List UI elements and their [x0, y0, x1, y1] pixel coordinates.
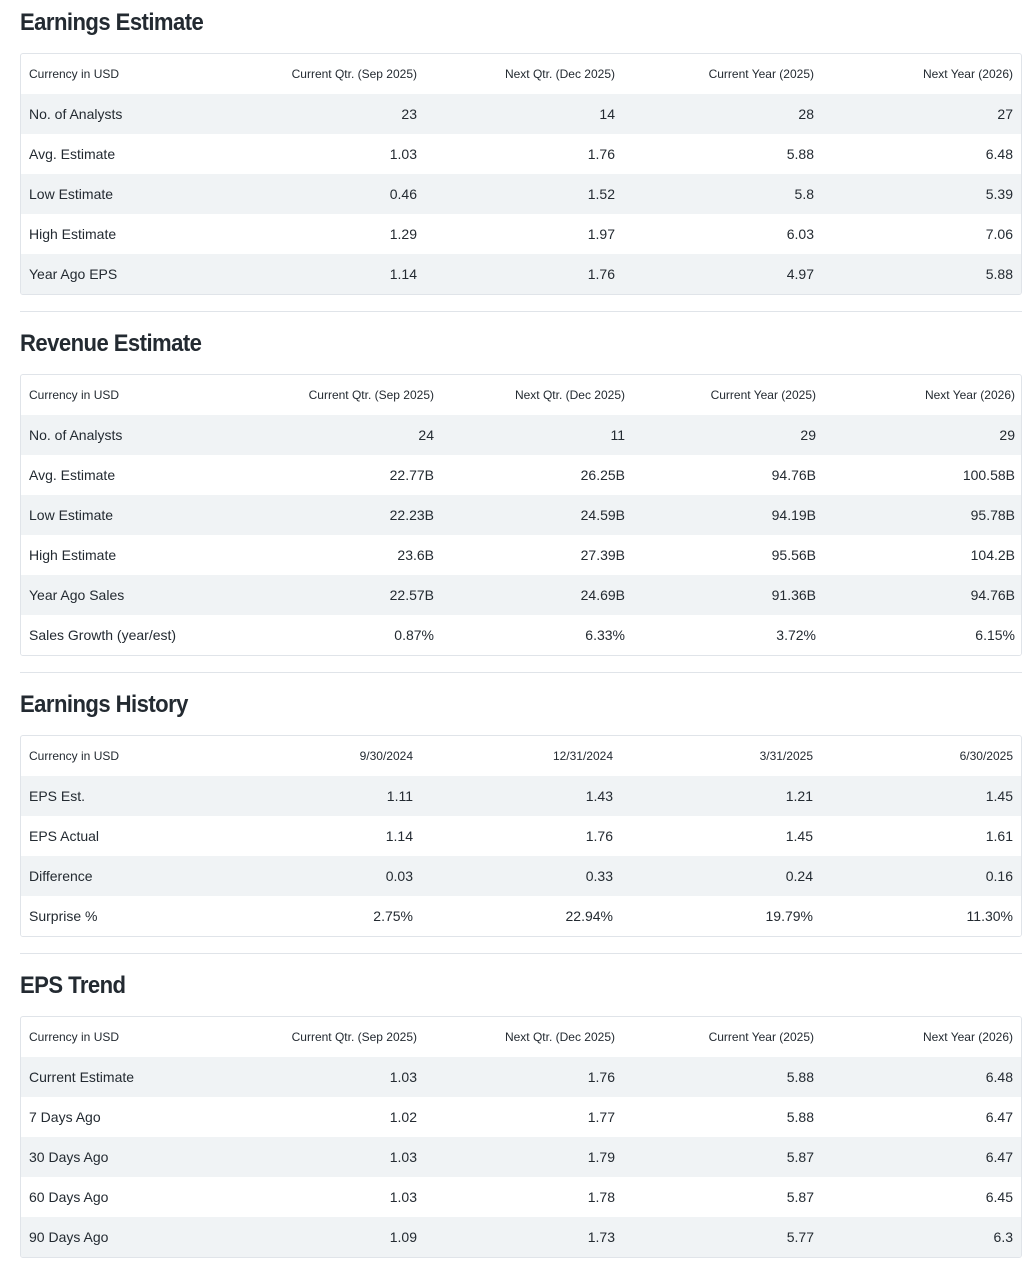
table-cell: 11 [610, 427, 625, 443]
table-cell: 1.29 [389, 226, 417, 242]
table-cell: 1.45 [785, 828, 813, 844]
table-row [21, 776, 1021, 816]
row-label: 90 Days Ago [29, 1229, 109, 1245]
table-row [21, 254, 1021, 294]
table-cell: 100.58B [962, 467, 1015, 483]
table-cell: 0.03 [385, 868, 413, 884]
table-cell: 0.33 [585, 868, 613, 884]
table-header-row [21, 1017, 1021, 1057]
table-cell: 6.3 [993, 1229, 1013, 1245]
row-label: Low Estimate [29, 507, 114, 523]
table-cell: 2.75% [373, 908, 413, 924]
table-cell: 6.48 [985, 146, 1013, 162]
table-cell: 6.45 [985, 1189, 1013, 1205]
table-cell: 22.23B [389, 507, 434, 523]
table-cell: 94.19B [771, 507, 816, 523]
table-cell: 4.97 [786, 266, 814, 282]
column-header: Current Qtr. (Sep 2025) [291, 67, 417, 81]
row-label: 7 Days Ago [29, 1109, 101, 1125]
table-cell: 7.06 [985, 226, 1013, 242]
table-cell: 1.45 [985, 788, 1013, 804]
table-cell: 6.03 [786, 226, 814, 242]
column-header: 12/31/2024 [552, 749, 613, 763]
table-cell: 0.87% [394, 627, 434, 643]
column-header: Current Qtr. (Sep 2025) [308, 388, 434, 402]
table-cell: 1.09 [389, 1229, 417, 1245]
table-cell: 1.76 [585, 828, 613, 844]
table-cell: 1.21 [785, 788, 813, 804]
row-label: 30 Days Ago [29, 1149, 109, 1165]
section-title: Revenue Estimate [20, 330, 202, 357]
table-cell: 0.24 [785, 868, 813, 884]
table-row [21, 615, 1022, 655]
table-cell: 6.48 [985, 1069, 1013, 1085]
row-label: No. of Analysts [29, 427, 123, 443]
column-header: Current Year (2025) [708, 1030, 814, 1044]
row-label: Sales Growth (year/est) [29, 627, 177, 643]
section-divider [20, 672, 1022, 673]
column-header: Current Year (2025) [708, 67, 814, 81]
table-cell: 5.39 [985, 186, 1013, 202]
table-row [21, 535, 1022, 575]
column-header: Current Year (2025) [710, 388, 816, 402]
table-cell: 1.43 [585, 788, 613, 804]
table-cell: 1.78 [587, 1189, 615, 1205]
eps-trend-table [20, 1016, 1022, 1258]
table-cell: 0.16 [985, 868, 1013, 884]
table-cell: 1.97 [587, 226, 615, 242]
table-cell: 6.47 [985, 1149, 1013, 1165]
row-label: Difference [29, 868, 93, 884]
table-header-row [21, 375, 1022, 415]
row-label: 60 Days Ago [29, 1189, 109, 1205]
table-cell: 5.88 [786, 1109, 814, 1125]
section-title: Earnings Estimate [20, 9, 204, 36]
earnings-estimate-table [20, 53, 1022, 295]
column-header: Currency in USD [29, 1030, 120, 1044]
table-cell: 22.94% [565, 908, 613, 924]
table-cell: 19.79% [765, 908, 813, 924]
table-cell: 0.46 [389, 186, 417, 202]
table-cell: 5.88 [786, 146, 814, 162]
column-header: Next Qtr. (Dec 2025) [504, 67, 615, 81]
table-row [21, 896, 1021, 936]
table-cell: 11.30% [966, 908, 1013, 924]
table-cell: 1.76 [587, 146, 615, 162]
column-header: Next Year (2026) [924, 388, 1015, 402]
column-header: Next Qtr. (Dec 2025) [514, 388, 625, 402]
table-cell: 1.02 [389, 1109, 417, 1125]
table-cell: 1.79 [587, 1149, 615, 1165]
table-cell: 1.03 [389, 1069, 417, 1085]
column-header: 6/30/2025 [959, 749, 1013, 763]
table-cell: 23.6B [397, 547, 434, 563]
table-header-row [21, 54, 1021, 94]
section-title: EPS Trend [20, 972, 126, 999]
table-cell: 14 [599, 106, 615, 122]
table-row [21, 214, 1021, 254]
table-cell: 1.73 [587, 1229, 615, 1245]
table-row [21, 1057, 1021, 1097]
table-row [21, 856, 1021, 896]
table-cell: 5.8 [794, 186, 814, 202]
revenue-estimate-table [20, 374, 1022, 656]
table-cell: 6.33% [585, 627, 625, 643]
table-row [21, 1137, 1021, 1177]
row-label: Year Ago EPS [29, 266, 118, 282]
table-cell: 6.47 [985, 1109, 1013, 1125]
table-cell: 95.56B [771, 547, 816, 563]
row-label: High Estimate [29, 547, 117, 563]
table-cell: 27 [997, 106, 1013, 122]
table-cell: 5.77 [786, 1229, 814, 1245]
table-cell: 28 [798, 106, 814, 122]
column-header: Currency in USD [29, 388, 120, 402]
column-header: Current Qtr. (Sep 2025) [291, 1030, 417, 1044]
table-cell: 5.87 [786, 1149, 814, 1165]
row-label: Low Estimate [29, 186, 114, 202]
column-header: Currency in USD [29, 749, 120, 763]
table-cell: 1.14 [385, 828, 413, 844]
table-cell: 1.14 [389, 266, 417, 282]
section-divider [20, 953, 1022, 954]
column-header: Currency in USD [29, 67, 120, 81]
table-row [21, 575, 1022, 615]
table-cell: 29 [800, 427, 816, 443]
table-cell: 26.25B [580, 467, 625, 483]
row-label: Year Ago Sales [29, 587, 125, 603]
table-row [21, 415, 1022, 455]
table-cell: 27.39B [580, 547, 625, 563]
table-cell: 91.36B [771, 587, 816, 603]
column-header: Next Qtr. (Dec 2025) [504, 1030, 615, 1044]
column-header: Next Year (2026) [922, 1030, 1013, 1044]
table-cell: 1.77 [587, 1109, 615, 1125]
table-cell: 104.2B [970, 547, 1015, 563]
table-row [21, 1177, 1021, 1217]
table-cell: 5.87 [786, 1189, 814, 1205]
table-header-row [21, 736, 1021, 776]
table-cell: 24.59B [580, 507, 625, 523]
table-cell: 1.76 [587, 1069, 615, 1085]
column-header: 3/31/2025 [759, 749, 813, 763]
column-header: 9/30/2024 [359, 749, 413, 763]
table-cell: 95.78B [970, 507, 1015, 523]
table-cell: 1.11 [386, 788, 413, 804]
table-cell: 3.72% [776, 627, 816, 643]
row-label: Current Estimate [29, 1069, 135, 1085]
row-label: EPS Actual [29, 828, 100, 844]
table-cell: 1.76 [587, 266, 615, 282]
table-cell: 94.76B [970, 587, 1015, 603]
column-header: Next Year (2026) [922, 67, 1013, 81]
table-cell: 22.57B [389, 587, 434, 603]
table-cell: 22.77B [389, 467, 434, 483]
table-cell: 1.03 [389, 1149, 417, 1165]
table-cell: 1.03 [389, 146, 417, 162]
row-label: High Estimate [29, 226, 117, 242]
table-cell: 24.69B [580, 587, 625, 603]
table-cell: 24 [418, 427, 434, 443]
table-row [21, 1097, 1021, 1137]
section-title: Earnings History [20, 691, 188, 718]
table-cell: 29 [999, 427, 1015, 443]
table-row [21, 174, 1021, 214]
row-label: Avg. Estimate [29, 467, 116, 483]
table-row [21, 94, 1021, 134]
table-cell: 23 [401, 106, 417, 122]
table-row [21, 816, 1021, 856]
table-cell: 1.52 [587, 186, 615, 202]
table-cell: 94.76B [771, 467, 816, 483]
table-row [21, 495, 1022, 535]
table-cell: 5.88 [985, 266, 1013, 282]
table-row [21, 455, 1022, 495]
table-cell: 5.88 [786, 1069, 814, 1085]
table-row [21, 1217, 1021, 1257]
table-cell: 1.03 [389, 1189, 417, 1205]
table-row [21, 134, 1021, 174]
table-cell: 6.15% [975, 627, 1015, 643]
row-label: Surprise % [29, 908, 98, 924]
table-cell: 1.61 [985, 828, 1013, 844]
row-label: Avg. Estimate [29, 146, 116, 162]
earnings-history-table [20, 735, 1022, 937]
row-label: EPS Est. [29, 788, 86, 804]
row-label: No. of Analysts [29, 106, 123, 122]
section-divider [20, 311, 1022, 312]
